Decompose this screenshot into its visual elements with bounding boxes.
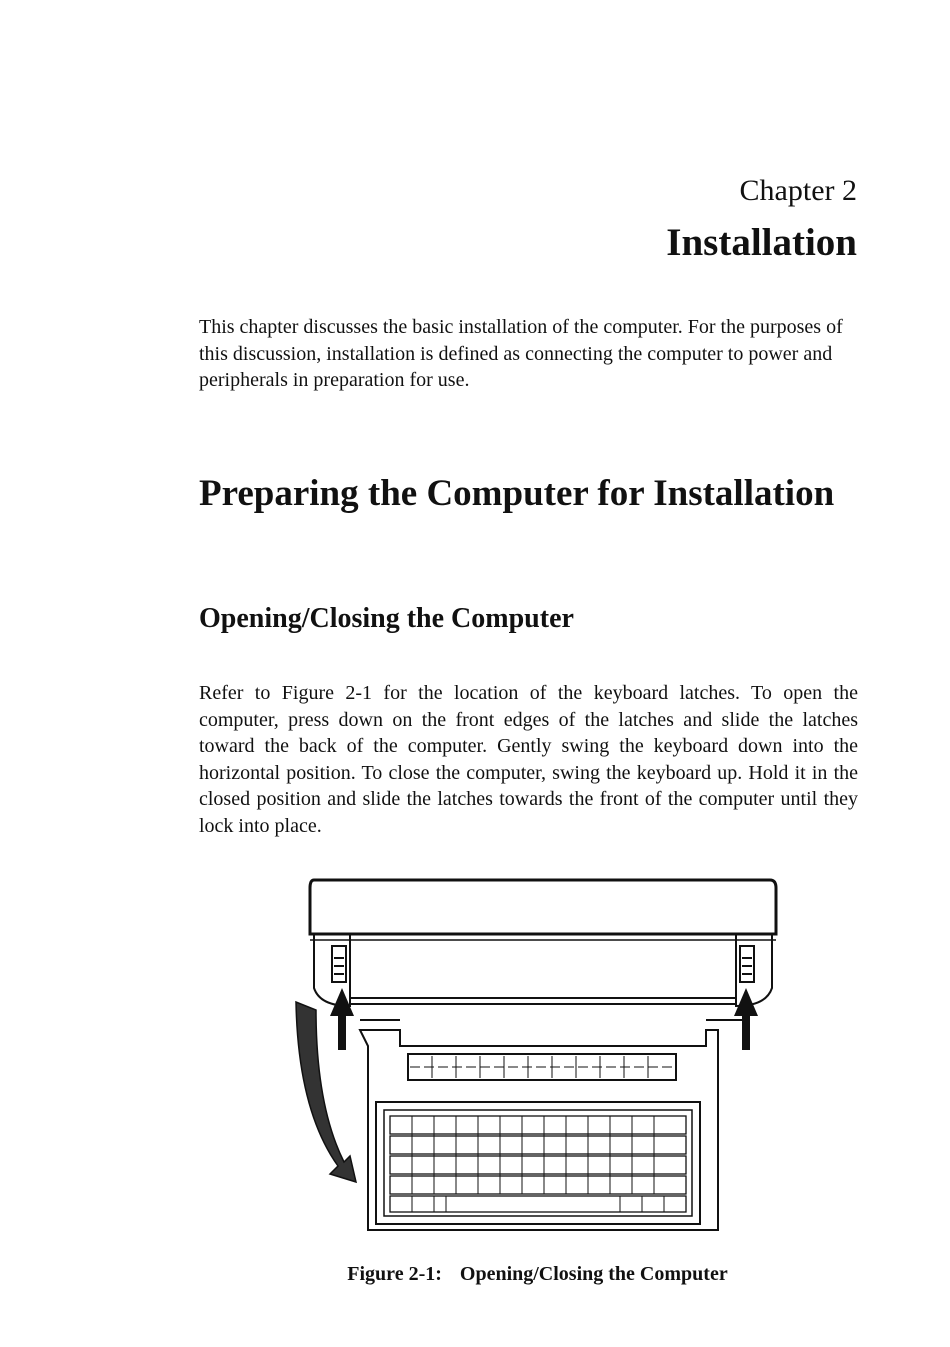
chapter-label: Chapter 2 bbox=[739, 174, 857, 207]
subsection-title: Opening/Closing the Computer bbox=[199, 603, 574, 634]
chapter-title: Installation bbox=[666, 221, 857, 264]
figure-caption-text: Opening/Closing the Computer bbox=[459, 1263, 728, 1285]
figure-computer-illustration bbox=[280, 870, 780, 1240]
figure-caption bbox=[0, 1261, 950, 1287]
body-paragraph: Refer to Figure 2-1 for the location of the keyboard latches. To open the computer, press down on the front edges of the latches and slide the latches toward the back of the computer. Gently swing the keyboard down into the horizontal position. To close the computer, swing the keyboard up. Hold it in the closed position and slide the latches towards the front of the computer until they lock into place. bbox=[199, 682, 858, 837]
section-title: Preparing the Computer for Installation bbox=[199, 473, 835, 514]
computer-illustration bbox=[280, 870, 780, 1240]
figure-number: Figure 2-1: bbox=[347, 1263, 442, 1285]
intro-paragraph: This chapter discusses the basic installation of the computer. For the purposes of this discussion, installation is defined as connecting the computer to power and peripherals in preparation for use. bbox=[199, 316, 843, 391]
